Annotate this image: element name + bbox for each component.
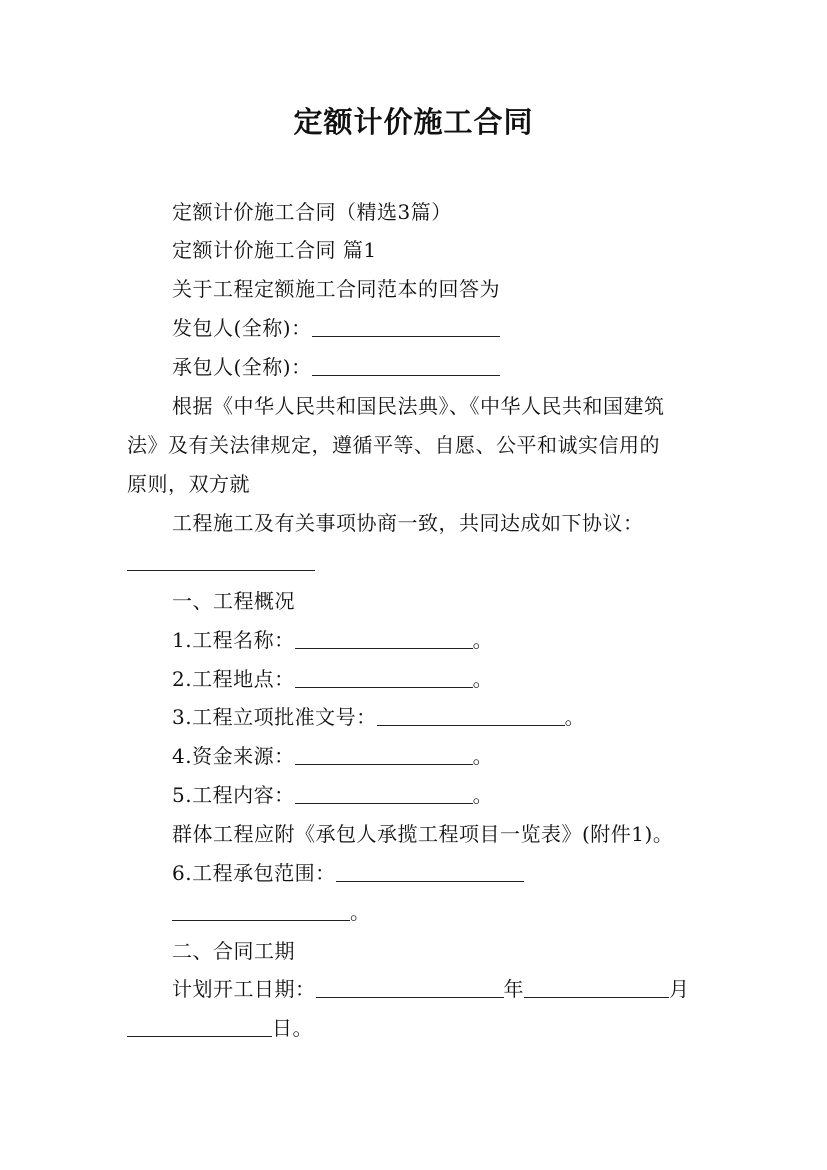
section-heading: 定额计价施工合同 篇1 — [172, 238, 377, 262]
field-end: 。 — [350, 900, 371, 924]
field-end: 。 — [472, 783, 494, 807]
section-heading: 二、合同工期 — [172, 939, 295, 963]
party-a-line — [127, 308, 772, 348]
field-label: 4.资金来源： — [172, 744, 295, 768]
party-b-label: 承包人(全称)： — [172, 355, 312, 379]
year-label: 年 — [503, 977, 524, 1001]
field-blank[interactable] — [172, 894, 350, 921]
intro-line: 关于工程定额施工合同范本的回答为 — [172, 277, 500, 301]
month-blank[interactable] — [524, 971, 669, 998]
paragraph-line: 工程施工及有关事项协商一致，共同达成如下协议： — [172, 511, 644, 535]
field-blank[interactable] — [295, 777, 473, 804]
party-b-blank[interactable] — [312, 349, 500, 376]
field-label: 5.工程内容： — [172, 783, 295, 807]
field-line — [127, 620, 772, 660]
project-name-line — [127, 542, 727, 582]
start-date-line — [127, 1008, 727, 1048]
field-line — [127, 775, 772, 815]
field-blank[interactable] — [336, 855, 524, 882]
day-label: 日。 — [272, 1016, 313, 1040]
field-label: 3.工程立项批准文号： — [172, 705, 377, 729]
party-a-label: 发包人(全称)： — [172, 316, 312, 340]
party-b-line — [127, 347, 772, 387]
field-line — [127, 853, 772, 893]
field-end: 。 — [472, 667, 494, 691]
section-heading: 一、工程概况 — [172, 589, 295, 613]
field-end: 。 — [472, 628, 494, 652]
field-line — [127, 736, 772, 776]
month-label: 月 — [669, 977, 690, 1001]
field-end: 。 — [472, 744, 494, 768]
year-blank[interactable] — [316, 971, 504, 998]
subtitle-line: 定额计价施工合同（精选3篇） — [172, 200, 452, 224]
field-line — [127, 697, 772, 737]
field-label: 1.工程名称： — [172, 628, 295, 652]
field-line — [127, 659, 772, 699]
start-date-label: 计划开工日期： — [172, 977, 316, 1001]
party-a-blank[interactable] — [312, 310, 500, 337]
field-blank[interactable] — [377, 699, 565, 726]
paragraph-line: 法》及有关法律规定，遵循平等、自愿、公平和诚实信用的 — [127, 433, 660, 457]
field-blank[interactable] — [295, 661, 473, 688]
day-blank[interactable] — [127, 1010, 272, 1037]
paragraph-line: 原则，双方就 — [127, 472, 250, 496]
field-line — [127, 892, 772, 932]
field-blank[interactable] — [295, 738, 473, 765]
field-end: 。 — [564, 705, 586, 729]
start-date-line — [127, 969, 772, 1009]
project-name-blank[interactable] — [127, 544, 315, 571]
field-label: 2.工程地点： — [172, 667, 295, 691]
paragraph-line: 根据《中华人民共和国民法典》、《中华人民共和国建筑 — [172, 394, 665, 418]
paragraph-line: 群体工程应附《承包人承揽工程项目一览表》(附件1)。 — [172, 822, 674, 846]
document-title: 定额计价施工合同 — [293, 105, 534, 139]
field-label: 6.工程承包范围： — [172, 861, 336, 885]
field-blank[interactable] — [295, 622, 473, 649]
